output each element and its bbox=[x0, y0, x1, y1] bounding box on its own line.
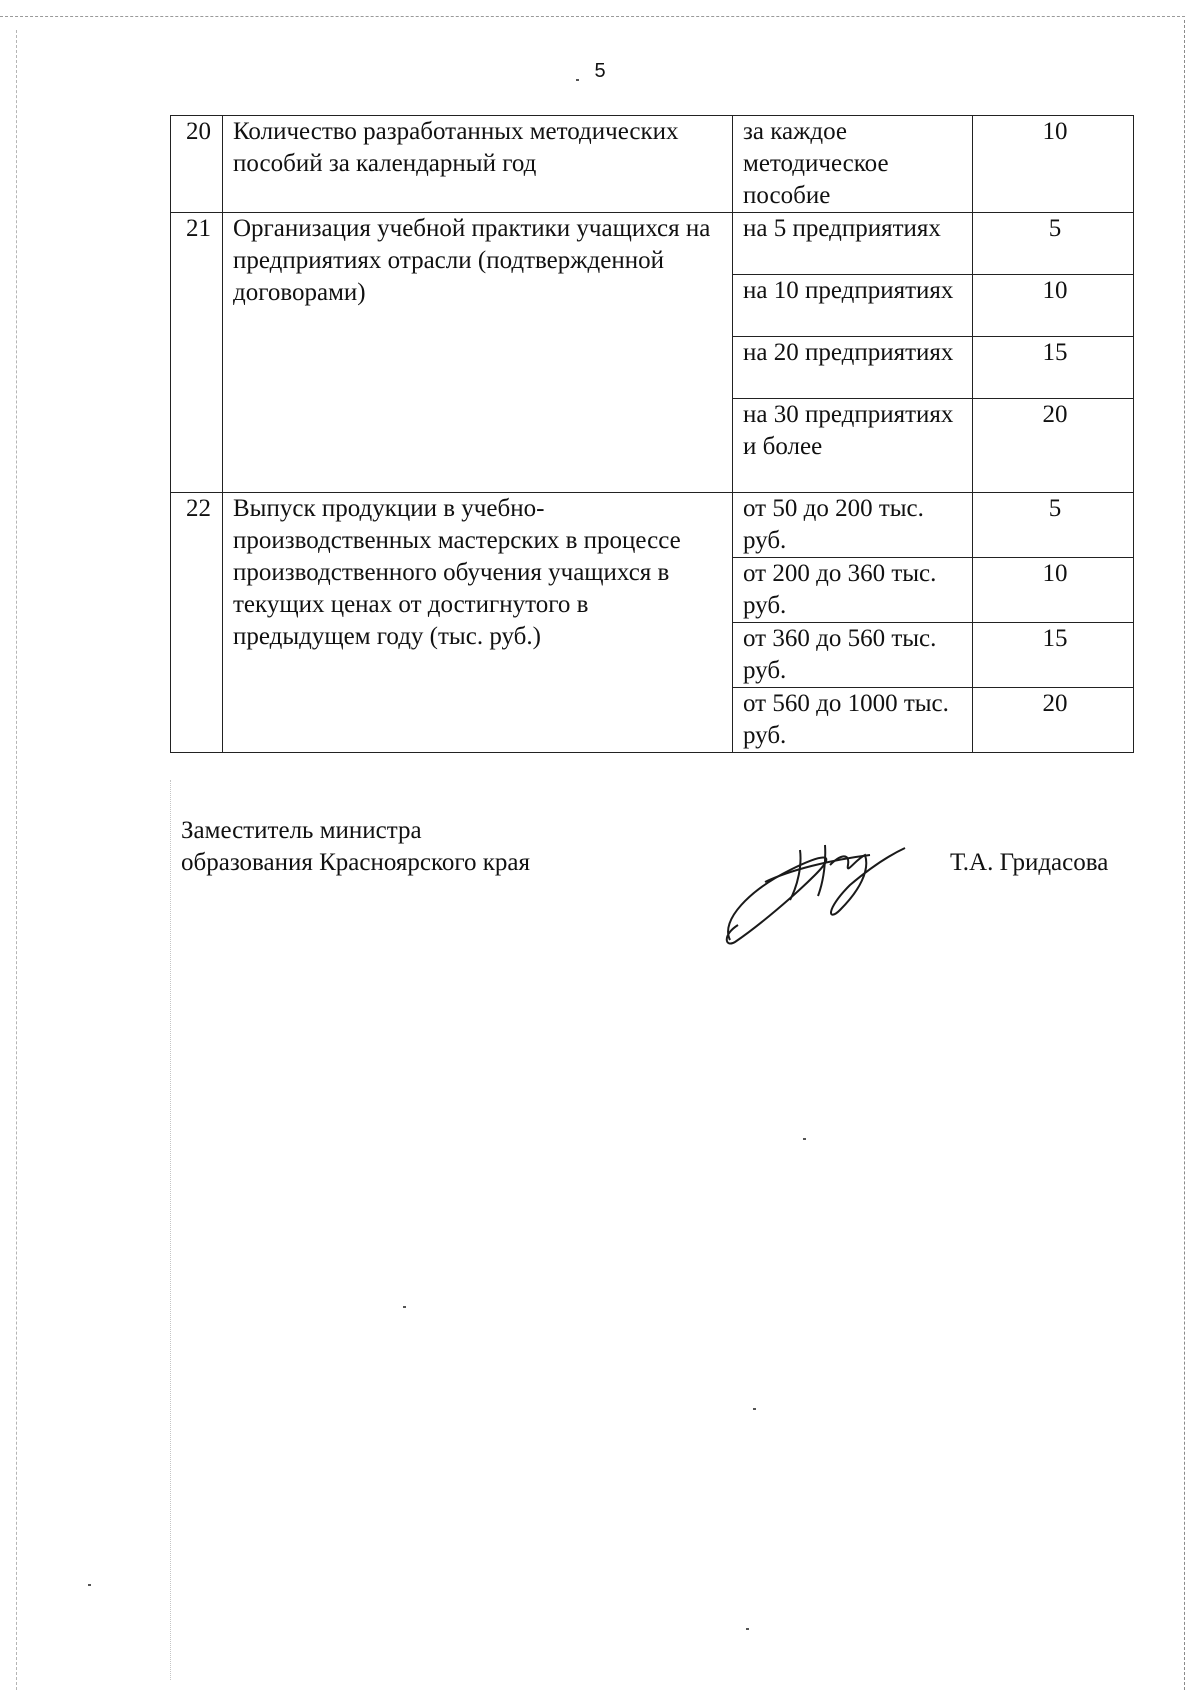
scan-artifact-line bbox=[170, 780, 171, 1680]
table-row bbox=[171, 116, 1134, 213]
condition-cell: от 50 до 200 тыс. руб. bbox=[733, 493, 973, 558]
position-line: образования Красноярского края bbox=[181, 849, 530, 876]
table-row bbox=[171, 213, 1134, 275]
points-cell: 15 bbox=[973, 337, 1134, 399]
scan-speck bbox=[803, 1138, 806, 1140]
condition-cell: на 30 предприятиях и более bbox=[733, 399, 973, 493]
scan-edge-right bbox=[1184, 20, 1185, 1690]
condition-cell: на 5 предприятиях bbox=[733, 213, 973, 275]
points-cell: 10 bbox=[973, 116, 1134, 213]
condition-cell: от 360 до 560 тыс. руб. bbox=[733, 623, 973, 688]
page-number: 5 bbox=[594, 60, 606, 82]
signer-name: Т.А. Гридасова bbox=[950, 849, 1109, 876]
points-cell: 20 bbox=[973, 688, 1134, 753]
condition-cell: на 10 предприятиях bbox=[733, 275, 973, 337]
table-row bbox=[171, 493, 1134, 558]
scan-edge-left bbox=[16, 30, 17, 1690]
scan-speck bbox=[576, 79, 579, 81]
points-cell: 10 bbox=[973, 558, 1134, 623]
criteria-table bbox=[170, 115, 1134, 753]
points-cell: 15 bbox=[973, 623, 1134, 688]
scan-speck bbox=[403, 1306, 406, 1308]
condition-cell: от 560 до 1000 тыс. руб. bbox=[733, 688, 973, 753]
scan-speck bbox=[753, 1408, 756, 1410]
points-cell: 5 bbox=[973, 213, 1134, 275]
row-number: 22 bbox=[171, 493, 223, 753]
criterion-text: Выпуск продукции в учебно-производственных мастерских в процессе производственного обучения учащихся в текущих ценах от достигнутого в предыдущем году (тыс. руб.) bbox=[223, 493, 733, 753]
points-cell: 10 bbox=[973, 275, 1134, 337]
points-cell: 20 bbox=[973, 399, 1134, 493]
condition-cell: за каждое методическое пособие bbox=[733, 116, 973, 213]
condition-cell: от 200 до 360 тыс. руб. bbox=[733, 558, 973, 623]
handwritten-signature bbox=[720, 830, 910, 950]
signer-position bbox=[181, 815, 530, 879]
points-cell: 5 bbox=[973, 493, 1134, 558]
row-number: 20 bbox=[171, 116, 223, 213]
position-line: Заместитель министра bbox=[181, 817, 422, 844]
condition-cell: на 20 предприятиях bbox=[733, 337, 973, 399]
criterion-text: Организация учебной практики учащихся на предприятиях отрасли (подтвержденной договорами) bbox=[223, 213, 733, 493]
criterion-text: Количество разработанных методических пособий за календарный год bbox=[223, 116, 733, 213]
scan-edge-top bbox=[0, 16, 1185, 17]
scan-speck bbox=[88, 1584, 91, 1586]
row-number: 21 bbox=[171, 213, 223, 493]
scan-speck bbox=[746, 1628, 749, 1630]
